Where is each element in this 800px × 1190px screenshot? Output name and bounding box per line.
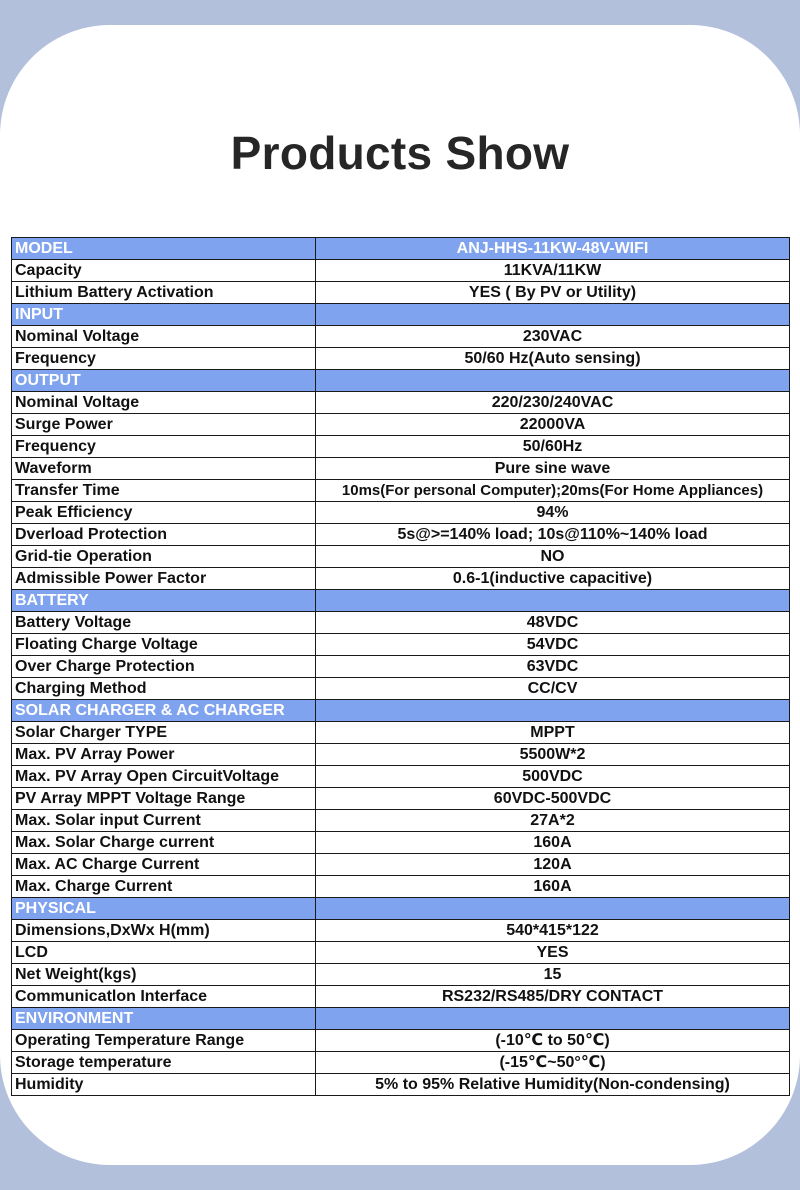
spec-value: 50/60Hz [316, 436, 790, 458]
section-title: OUTPUT [12, 370, 316, 392]
spec-row [12, 1030, 790, 1052]
spec-row [12, 920, 790, 942]
spec-label: PV Array MPPT Voltage Range [12, 788, 316, 810]
section-value [316, 590, 790, 612]
spec-value: 220/230/240VAC [316, 392, 790, 414]
spec-label: Battery Voltage [12, 612, 316, 634]
spec-label: Storage temperature [12, 1052, 316, 1074]
spec-label: Humidity [12, 1074, 316, 1096]
spec-row [12, 678, 790, 700]
section-title: PHYSICAL [12, 898, 316, 920]
page-title: Products Show [230, 127, 570, 179]
spec-row [12, 1052, 790, 1074]
spec-label: Operating Temperature Range [12, 1030, 316, 1052]
spec-value: 230VAC [316, 326, 790, 348]
spec-label: Peak Efficiency [12, 502, 316, 524]
spec-label: Floating Charge Voltage [12, 634, 316, 656]
section-value [316, 304, 790, 326]
spec-value: 120A [316, 854, 790, 876]
spec-label: Lithium Battery Activation [12, 282, 316, 304]
spec-row [12, 480, 790, 502]
spec-value: 540*415*122 [316, 920, 790, 942]
spec-value: 94% [316, 502, 790, 524]
spec-row [12, 876, 790, 898]
spec-value: 50/60 Hz(Auto sensing) [316, 348, 790, 370]
spec-row [12, 458, 790, 480]
spec-value: Pure sine wave [316, 458, 790, 480]
spec-value: YES [316, 942, 790, 964]
section-title: SOLAR CHARGER & AC CHARGER [12, 700, 316, 722]
spec-label: Over Charge Protection [12, 656, 316, 678]
section-header-row [12, 898, 790, 920]
spec-label: Communicatlon Interface [12, 986, 316, 1008]
spec-value: 0.6-1(inductive capacitive) [316, 568, 790, 590]
section-value [316, 898, 790, 920]
spec-row [12, 612, 790, 634]
section-header-row [12, 304, 790, 326]
spec-row [12, 1074, 790, 1096]
spec-label: Surge Power [12, 414, 316, 436]
spec-label: Charging Method [12, 678, 316, 700]
spec-row [12, 634, 790, 656]
spec-value: MPPT [316, 722, 790, 744]
spec-value: YES ( By PV or Utility) [316, 282, 790, 304]
spec-value: NO [316, 546, 790, 568]
spec-value: 22000VA [316, 414, 790, 436]
spec-row [12, 546, 790, 568]
spec-value: 5s@>=140% load; 10s@110%~140% load [316, 524, 790, 546]
spec-value: 160A [316, 832, 790, 854]
spec-label: Solar Charger TYPE [12, 722, 316, 744]
spec-row [12, 656, 790, 678]
spec-label: Waveform [12, 458, 316, 480]
section-header-row [12, 590, 790, 612]
section-value [316, 370, 790, 392]
spec-row [12, 986, 790, 1008]
section-title: MODEL [12, 238, 316, 260]
section-value: ANJ-HHS-11KW-48V-WIFI [316, 238, 790, 260]
section-title: ENVIRONMENT [12, 1008, 316, 1030]
spec-row [12, 942, 790, 964]
spec-table [11, 237, 790, 1096]
spec-row [12, 722, 790, 744]
spec-row [12, 524, 790, 546]
spec-value: 15 [316, 964, 790, 986]
spec-row [12, 832, 790, 854]
spec-value: 11KVA/11KW [316, 260, 790, 282]
spec-label: Admissible Power Factor [12, 568, 316, 590]
spec-label: Frequency [12, 348, 316, 370]
spec-value: 500VDC [316, 766, 790, 788]
spec-label: Max. Solar input Current [12, 810, 316, 832]
spec-value: (-10℃ to 50℃) [316, 1030, 790, 1052]
spec-label: Max. PV Array Open CircuitVoltage [12, 766, 316, 788]
spec-row [12, 282, 790, 304]
section-header-row [12, 238, 790, 260]
spec-label: Max. AC Charge Current [12, 854, 316, 876]
section-title: BATTERY [12, 590, 316, 612]
spec-value: 63VDC [316, 656, 790, 678]
spec-value: 48VDC [316, 612, 790, 634]
spec-value: CC/CV [316, 678, 790, 700]
spec-value: 160A [316, 876, 790, 898]
section-header-row [12, 1008, 790, 1030]
section-header-row [12, 370, 790, 392]
spec-label: Dverload Protection [12, 524, 316, 546]
section-title: INPUT [12, 304, 316, 326]
spec-row [12, 810, 790, 832]
spec-label: Dimensions,DxWx H(mm) [12, 920, 316, 942]
section-header-row [12, 700, 790, 722]
spec-label: Net Weight(kgs) [12, 964, 316, 986]
spec-label: Transfer Time [12, 480, 316, 502]
spec-value: 5500W*2 [316, 744, 790, 766]
spec-row [12, 260, 790, 282]
spec-value: 27A*2 [316, 810, 790, 832]
spec-label: Nominal Voltage [12, 392, 316, 414]
spec-label: Nominal Voltage [12, 326, 316, 348]
spec-row [12, 964, 790, 986]
spec-row [12, 436, 790, 458]
spec-value: 5% to 95% Relative Humidity(Non-condensing) [316, 1074, 790, 1096]
spec-row [12, 788, 790, 810]
spec-row [12, 568, 790, 590]
spec-value: (-15℃~50°℃) [316, 1052, 790, 1074]
spec-row [12, 414, 790, 436]
section-value [316, 700, 790, 722]
spec-label: Frequency [12, 436, 316, 458]
spec-row [12, 502, 790, 524]
spec-value: RS232/RS485/DRY CONTACT [316, 986, 790, 1008]
spec-label: LCD [12, 942, 316, 964]
spec-value: 60VDC-500VDC [316, 788, 790, 810]
section-value [316, 1008, 790, 1030]
spec-value: 54VDC [316, 634, 790, 656]
spec-row [12, 392, 790, 414]
spec-row [12, 766, 790, 788]
spec-label: Grid-tie Operation [12, 546, 316, 568]
spec-label: Capacity [12, 260, 316, 282]
spec-label: Max. Charge Current [12, 876, 316, 898]
spec-row [12, 326, 790, 348]
spec-label: Max. PV Array Power [12, 744, 316, 766]
spec-row [12, 744, 790, 766]
spec-label: Max. Solar Charge current [12, 832, 316, 854]
spec-row [12, 348, 790, 370]
spec-value: 10ms(For personal Computer);20ms(For Home Appliances) [316, 480, 790, 502]
spec-row [12, 854, 790, 876]
